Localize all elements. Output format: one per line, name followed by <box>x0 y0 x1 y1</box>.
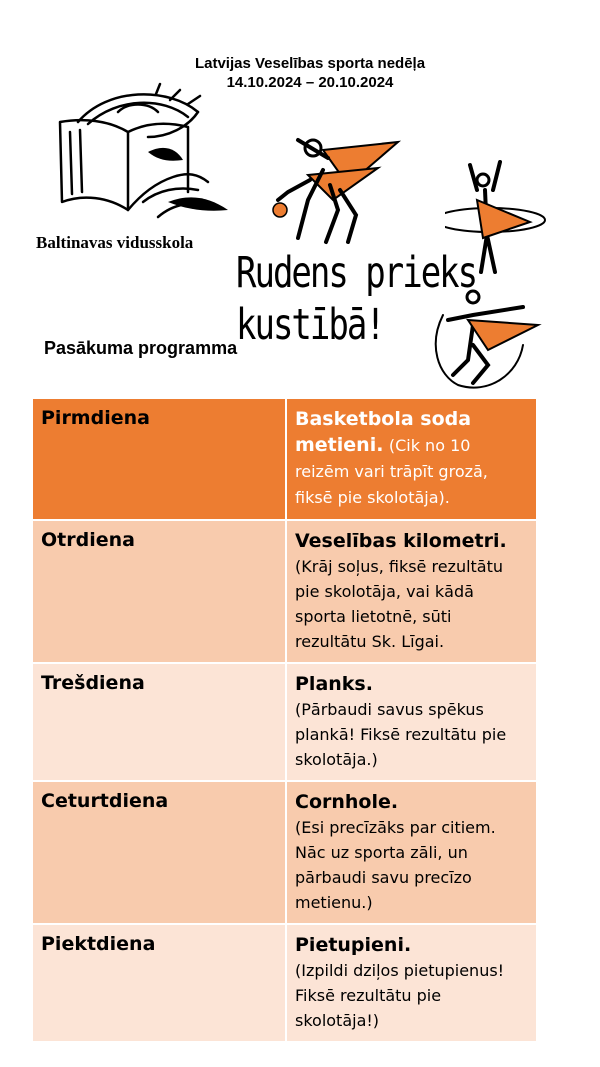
activity-cell <box>286 924 536 1042</box>
activity-description: (Pārbaudi savus spēkus plankā! Fiksē rezultātu pie skolotāja.) <box>295 700 507 769</box>
day-cell: Otrdiena <box>33 520 286 663</box>
activity-description: (Izpildi dziļos pietupienus! Fiksē rezultātu pie skolotāja!) <box>295 961 505 1030</box>
activity-title: Pietupieni. <box>295 934 412 956</box>
day-cell: Piektdiena <box>33 924 286 1042</box>
day-cell: Ceturtdiena <box>33 781 286 924</box>
activity-description: (Krāj soļus, fiksē rezultātu pie skolotāja, vai kādā sporta lietotnē, sūti rezultātu Sk. Līgai. <box>295 557 504 651</box>
activity-description: (Esi precīzāks par citiem. Nāc uz sporta zāli, un pārbaudi savu precīzo metienu.) <box>295 818 496 912</box>
school-logo-icon <box>48 82 248 237</box>
event-title: Latvijas Veselības sporta nedēļa <box>194 55 426 72</box>
school-name: Baltinavas vidusskola <box>36 233 194 252</box>
activity-cell <box>286 663 536 781</box>
slogan-line-2: kustībā! <box>236 300 384 350</box>
day-cell: Trešdiena <box>33 663 286 781</box>
activity-title: Cornhole. <box>295 791 399 813</box>
activity-title: Planks. <box>295 673 373 695</box>
skipping-rope-figure-icon <box>428 285 548 390</box>
program-label: Pasākuma programma <box>44 338 238 358</box>
table-row <box>33 520 536 663</box>
slogan-line-1: Rudens prieks <box>236 248 477 298</box>
activity-description: (Cik no 10 reizēm vari trāpīt grozā, fiksē pie skolotāja). <box>295 436 488 507</box>
schedule-table <box>33 399 536 1043</box>
activity-cell <box>286 781 536 924</box>
table-row <box>33 399 536 520</box>
activity-cell <box>286 520 536 663</box>
basketball-player-icon <box>268 130 408 250</box>
day-cell: Pirmdiena <box>33 399 286 520</box>
table-row <box>33 663 536 781</box>
table-row <box>33 924 536 1042</box>
activity-title: Basketbola soda metieni. <box>295 408 472 456</box>
table-row <box>33 781 536 924</box>
activity-cell <box>286 399 536 520</box>
activity-title: Veselības kilometri. <box>295 530 507 552</box>
event-dates: 14.10.2024 – 20.10.2024 <box>226 74 394 91</box>
